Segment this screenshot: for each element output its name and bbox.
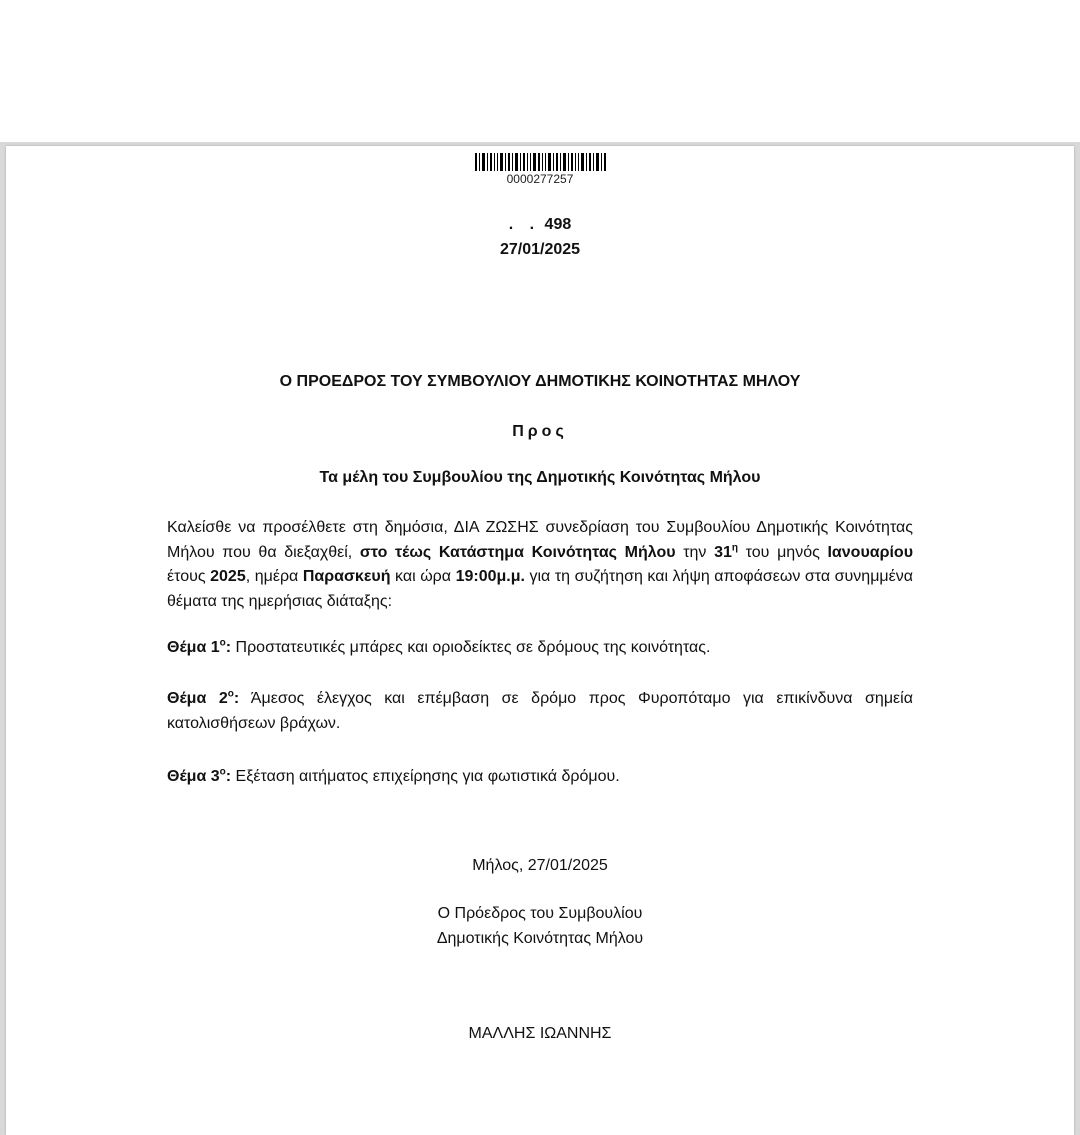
invitation-paragraph xyxy=(167,516,913,614)
meeting-year: 2025 xyxy=(210,568,246,585)
agenda-item-label xyxy=(167,768,231,785)
signature-role xyxy=(6,902,1074,951)
agenda-item-label xyxy=(167,639,231,656)
protocol-number: 498 xyxy=(544,216,572,233)
agenda-item-label-colon: : xyxy=(233,690,240,707)
agenda-item-label-text: Θέμα 1 xyxy=(167,639,220,656)
intro-text-5: , ημέρα xyxy=(245,568,303,585)
intro-text-4: έτους xyxy=(167,568,211,585)
signature-role-line-2: Δημοτικής Κοινότητας Μήλου xyxy=(436,929,644,947)
intro-text-6: και ώρα xyxy=(390,568,456,585)
intro-text-7: για τη συζήτηση και λήψη αποφάσεων στα συνημμένα θέματα της ημερήσιας διάταξης: xyxy=(167,568,914,610)
meeting-month: Ιανουαρίου xyxy=(827,543,914,561)
intro-text-1: Καλείσθε να προσέλθετε στη δημόσια, ΔΙΑ ΖΩΣΗΣ συνεδρίαση του Συμβουλίου Δημοτικής Κοινότητας Μήλου που θα διεξαχθεί, xyxy=(167,519,913,561)
agenda-item-label-colon: : xyxy=(225,639,232,656)
document-page xyxy=(6,146,1074,1135)
intro-text-3: του μηνός xyxy=(738,543,828,561)
signature-role-line-1: Ο Πρόεδρος του Συμβουλίου xyxy=(437,905,643,922)
to-label: Προς xyxy=(512,423,568,440)
agenda-item-label-text: Θέμα 2 xyxy=(167,690,228,707)
protocol-dots: . . xyxy=(508,216,541,233)
barcode-image xyxy=(475,153,606,171)
protocol-block xyxy=(6,212,1074,262)
barcode-number: 0000277257 xyxy=(506,172,574,186)
agenda-item-label-sup: ο xyxy=(227,688,234,700)
meeting-weekday: Παρασκευή xyxy=(302,568,391,585)
agenda-item-label-colon: : xyxy=(225,768,232,785)
agenda-item-text: Εξέταση αιτήματος επιχείρησης για φωτιστικά δρόμου. xyxy=(231,768,620,785)
document-title: Ο ΠΡΟΕΔΡΟΣ ΤΟΥ ΣΥΜΒΟΥΛΙΟΥ ΔΗΜΟΤΙΚΗΣ ΚΟΙΝΟΤΗΤΑΣ ΜΗΛΟΥ xyxy=(279,373,801,390)
meeting-day-suffix: η xyxy=(731,542,738,554)
meeting-day xyxy=(714,544,738,561)
signatory-name: ΜΑΛΛΗΣ ΙΩΑΝΝΗΣ xyxy=(468,1025,612,1042)
recipients-line: Τα μέλη του Συμβουλίου της Δημοτικής Κοινότητας Μήλου xyxy=(319,469,761,486)
agenda-item-label-text: Θέμα 3 xyxy=(167,768,220,785)
agenda-item-label-sup: ο xyxy=(219,637,226,649)
protocol-date: 27/01/2025 xyxy=(499,241,581,258)
agenda-item xyxy=(167,765,913,790)
agenda-item-text: Προστατευτικές μπάρες και οριοδείκτες σε δρόμους της κοινότητας. xyxy=(231,639,711,656)
agenda-item-text: Άμεσος έλεγχος και επέμβαση σε δρόμο προς Φυροπόταμο για επικίνδυνα σημεία κατολισθήσεων βράχων. xyxy=(167,690,913,732)
agenda-item-label-sup: ο xyxy=(219,766,226,778)
barcode-block xyxy=(6,153,1074,186)
agenda-item xyxy=(167,636,913,661)
meeting-day-number: 31 xyxy=(714,543,732,561)
signature-place-date: Μήλος, 27/01/2025 xyxy=(472,857,608,874)
protocol-number-line xyxy=(6,212,1074,237)
agenda-item xyxy=(167,687,913,736)
meeting-time: 19:00μ.μ. xyxy=(455,568,525,585)
intro-text-2: την xyxy=(675,543,715,561)
agenda-item-label xyxy=(167,690,239,707)
meeting-location: στο τέως Κατάστημα Κοινότητας Μήλου xyxy=(359,543,676,561)
